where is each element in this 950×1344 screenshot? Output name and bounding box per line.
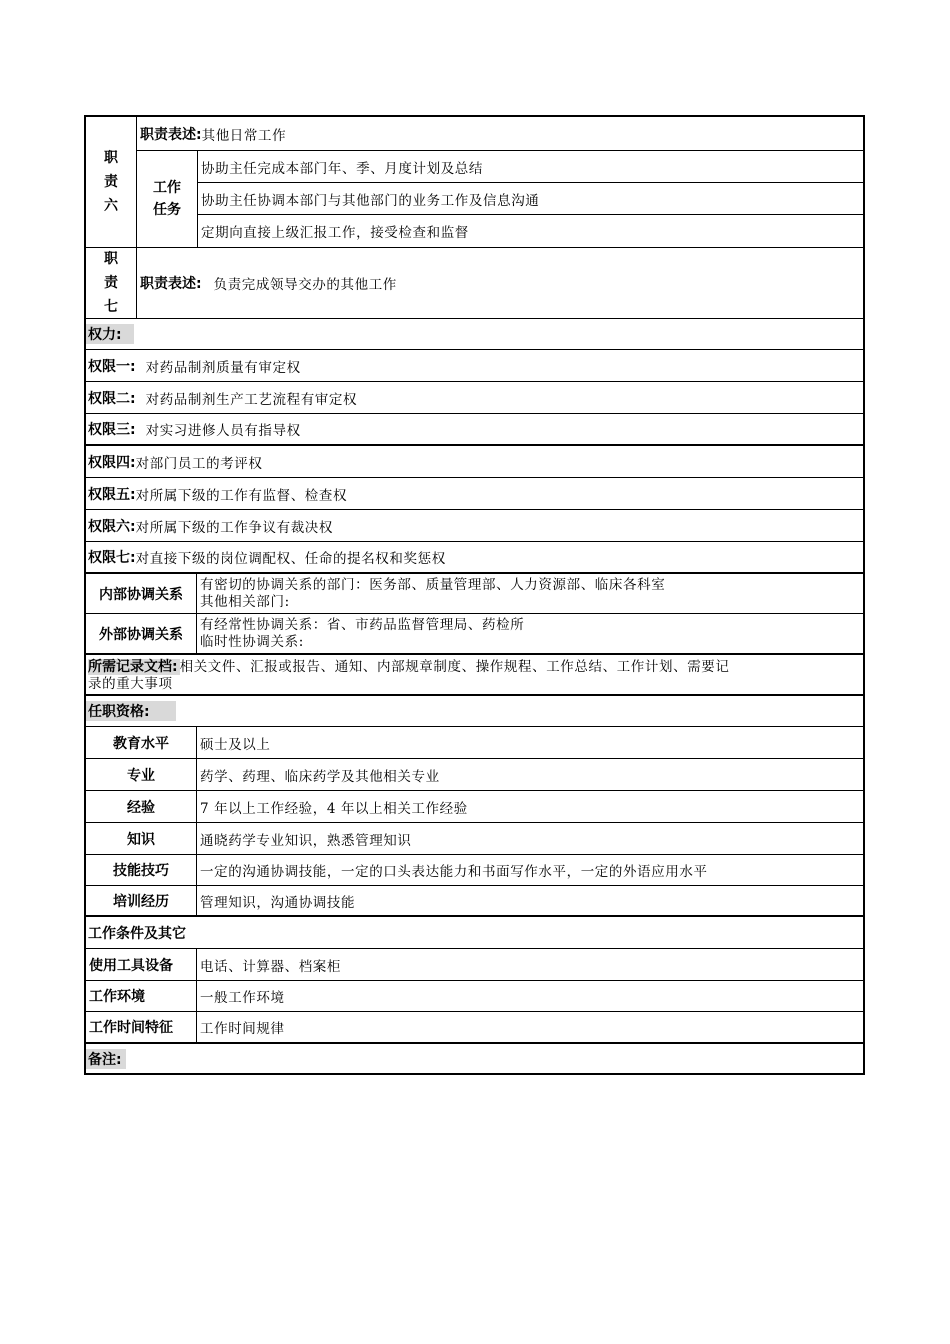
authority-item — [86, 542, 863, 574]
condition-label: 工作环境 — [86, 981, 197, 1011]
records-text: 相关文件、汇报或报告、通知、内部规章制度、操作规程、工作总结、工作计划、需要记 — [179, 659, 730, 675]
qualification-label: 经验 — [86, 791, 197, 822]
authority-label: 权限四: — [88, 454, 136, 471]
statement-label: 职责表述: — [140, 276, 202, 292]
authority-text: 对药品制剂生产工艺流程有审定权 — [145, 391, 358, 408]
task-item: 协助主任协调本部门与其他部门的业务工作及信息沟通 — [198, 183, 863, 215]
external-relations-row — [86, 614, 863, 655]
internal-relations-line: 有密切的协调关系的部门：医务部、质量管理部、人力资源部、临床各科室 — [200, 576, 666, 593]
qualification-row — [86, 727, 863, 759]
qualifications-heading: 任职资格: — [86, 701, 176, 721]
authority-item — [86, 414, 863, 446]
authority-item — [86, 510, 863, 542]
remarks-row — [86, 1044, 863, 1073]
authority-text: 对直接下级的岗位调配权、任命的提名权和奖惩权 — [135, 551, 446, 567]
authority-label: 权限二: — [88, 390, 136, 407]
condition-text: 一般工作环境 — [200, 990, 285, 1006]
qualification-text: 硕士及以上 — [200, 736, 271, 753]
qualification-label: 培训经历 — [86, 886, 197, 915]
records-row — [86, 655, 863, 696]
duty-7-number — [86, 248, 137, 318]
duty-6-number — [86, 117, 137, 247]
qualification-row — [86, 759, 863, 791]
qualification-label: 知识 — [86, 823, 197, 854]
internal-relations-label: 内部协调关系 — [86, 574, 197, 613]
authority-heading-row — [86, 319, 863, 350]
authority-text: 对部门员工的考评权 — [135, 455, 263, 472]
duty-7-char: 七 — [104, 299, 118, 315]
duty-6-char: 职 — [104, 150, 118, 166]
statement-label: 职责表述: — [140, 126, 202, 143]
qualification-label: 技能技巧 — [86, 855, 197, 885]
external-relations-line: 临时性协调关系: — [200, 633, 304, 650]
duty-6-tasks — [137, 151, 863, 247]
qualification-text: 管理知识，沟通协调技能 — [200, 894, 356, 911]
job-description-table — [84, 115, 865, 1075]
authority-label: 权限三: — [88, 422, 136, 438]
qualification-text: 药学、药理、临床药学及其他相关专业 — [200, 768, 440, 785]
duty-7-statement — [137, 248, 863, 318]
authority-text: 对药品制剂质量有审定权 — [145, 359, 301, 376]
task-label-line: 工作 — [153, 180, 181, 196]
condition-row — [86, 1012, 863, 1044]
authority-text: 对所属下级的工作争议有裁决权 — [135, 519, 334, 536]
conditions-heading-row — [86, 917, 863, 949]
authority-item — [86, 382, 863, 414]
duty-6-block — [86, 117, 863, 248]
qualification-label: 教育水平 — [86, 727, 197, 758]
condition-row — [86, 981, 863, 1012]
condition-label: 工作时间特征 — [86, 1012, 197, 1042]
authority-label: 权限七: — [88, 550, 136, 566]
qualification-label: 专业 — [86, 759, 197, 790]
duty-7-block — [86, 248, 863, 319]
remarks-label: 备注: — [86, 1049, 126, 1069]
qualification-row — [86, 886, 863, 917]
task-item: 协助主任完成本部门年、季、月度计划及总结 — [198, 151, 863, 183]
internal-relations-row — [86, 574, 863, 614]
duty-6-char: 责 — [104, 174, 118, 190]
authority-item — [86, 350, 863, 382]
qualification-text: 7 年以上工作经验，4 年以上相关工作经验 — [200, 800, 468, 817]
internal-relations-line: 其他相关部门: — [200, 593, 290, 610]
authority-item — [86, 446, 863, 478]
condition-row — [86, 949, 863, 981]
conditions-heading: 工作条件及其它 — [88, 925, 186, 942]
qualification-text: 通晓药学专业知识，熟悉管理知识 — [200, 832, 412, 849]
authority-label: 权限一: — [88, 358, 136, 375]
statement-text: 负责完成领导交办的其他工作 — [213, 277, 397, 293]
condition-label: 使用工具设备 — [86, 949, 197, 980]
condition-text: 工作时间规律 — [200, 1021, 285, 1037]
task-label-line: 任务 — [153, 202, 181, 218]
qualifications-heading-row — [86, 696, 863, 727]
duty-6-char: 六 — [104, 198, 118, 214]
qualification-row — [86, 855, 863, 886]
duty-7-char: 责 — [104, 275, 118, 291]
authority-text: 对所属下级的工作有监督、检查权 — [135, 487, 348, 504]
duty-7-char: 职 — [104, 251, 118, 267]
authority-item — [86, 478, 863, 510]
qualification-row — [86, 791, 863, 823]
authority-label: 权限五: — [88, 486, 136, 503]
external-relations-label: 外部协调关系 — [86, 614, 197, 653]
records-text: 录的重大事项 — [88, 676, 173, 692]
authority-heading: 权力: — [86, 324, 134, 344]
external-relations-line: 有经常性协调关系：省、市药品监督管理局、药检所 — [200, 616, 525, 633]
qualification-row — [86, 823, 863, 855]
task-label — [137, 151, 198, 247]
duty-6-statement — [137, 117, 863, 151]
condition-text: 电话、计算器、档案柜 — [200, 958, 341, 975]
external-relations-content — [197, 614, 863, 653]
task-item: 定期向直接上级汇报工作，接受检查和监督 — [201, 225, 469, 241]
records-label: 所需记录文档: — [88, 659, 178, 675]
authority-label: 权限六: — [88, 518, 136, 535]
authority-text: 对实习进修人员有指导权 — [145, 423, 301, 439]
qualification-text: 一定的沟通协调技能，一定的口头表达能力和书面写作水平，一定的外语应用水平 — [200, 864, 708, 880]
statement-text: 其他日常工作 — [201, 127, 287, 144]
internal-relations-content — [197, 574, 863, 613]
